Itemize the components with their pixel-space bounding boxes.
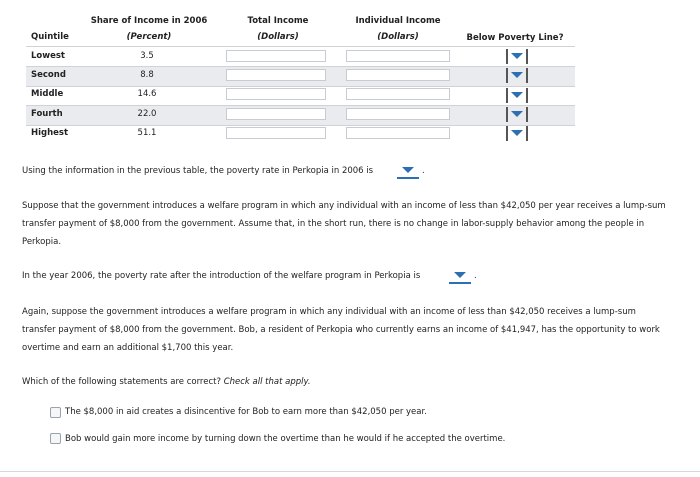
option-checkbox-turn-down-overtime[interactable] — [50, 433, 61, 444]
header-poverty: Below Poverty Line? — [466, 33, 564, 43]
row-share: 51.1 — [137, 128, 157, 138]
header-total-income: Total Income (Dollars) — [247, 16, 309, 42]
header-share: Share of Income in 2006 (Percent) — [90, 16, 208, 42]
bottom-divider — [0, 471, 700, 472]
welfare-program-paragraph: Suppose that the government introduces a welfare program in which any individual with an income of less than $42,050 per year receives a lump-sum transfer payment of $8,000 from the government. Assume that, in the short run, there is no change in labor-supply behavior among the people in Perkopia. — [22, 201, 666, 247]
caret-down-icon — [454, 271, 466, 279]
row-quintile: Second — [31, 70, 66, 80]
individual-income-input[interactable] — [346, 127, 450, 139]
caret-down-icon — [511, 129, 523, 137]
poverty-rate-2006-dropdown[interactable] — [397, 165, 419, 179]
caret-down-icon — [511, 71, 523, 79]
poverty-dropdown[interactable] — [506, 68, 528, 83]
header-quintile: Quintile — [31, 32, 69, 42]
caret-down-icon — [402, 166, 414, 174]
row-quintile: Fourth — [31, 109, 63, 119]
poverty-rate-after-dropdown[interactable] — [449, 270, 471, 284]
total-income-input[interactable] — [226, 88, 326, 100]
individual-income-input[interactable] — [346, 88, 450, 100]
caret-down-icon — [511, 110, 523, 118]
poverty-dropdown[interactable] — [506, 49, 528, 64]
caret-down-icon — [511, 91, 523, 99]
row-share: 14.6 — [137, 89, 157, 99]
individual-income-input[interactable] — [346, 50, 450, 62]
check-all-prompt: Which of the following statements are correct? Check all that apply. — [22, 377, 311, 387]
question-poverty-rate-after-program: In the year 2006, the poverty rate after the introduction of the welfare program in Perkopia is — [22, 271, 421, 281]
option-label[interactable]: The $8,000 in aid creates a disincentive for Bob to earn more than $42,050 per year. — [65, 407, 427, 417]
total-income-input[interactable] — [226, 50, 326, 62]
row-share: 3.5 — [140, 51, 154, 61]
row-quintile: Middle — [31, 89, 64, 99]
option-checkbox-disincentive[interactable] — [50, 407, 61, 418]
caret-down-icon — [511, 52, 523, 60]
period: . — [422, 166, 425, 176]
header-individual-income: Individual Income (Dollars) — [355, 16, 441, 42]
poverty-dropdown[interactable] — [506, 88, 528, 103]
period: . — [474, 271, 477, 281]
row-quintile: Highest — [31, 128, 69, 138]
individual-income-input[interactable] — [346, 108, 450, 120]
total-income-input[interactable] — [226, 127, 326, 139]
individual-income-input[interactable] — [346, 69, 450, 81]
poverty-dropdown[interactable] — [506, 126, 528, 141]
row-share: 8.8 — [140, 70, 154, 80]
total-income-input[interactable] — [226, 69, 326, 81]
poverty-dropdown[interactable] — [506, 107, 528, 122]
total-income-input[interactable] — [226, 108, 326, 120]
option-label[interactable]: Bob would gain more income by turning down the overtime than he would if he accepted the overtime. — [65, 434, 506, 444]
row-share: 22.0 — [137, 109, 157, 119]
question-poverty-rate-2006: Using the information in the previous table, the poverty rate in Perkopia in 2006 is — [22, 166, 374, 176]
row-quintile: Lowest — [31, 51, 65, 61]
bob-scenario-paragraph: Again, suppose the government introduces a welfare program in which any individual with an income of less than $42,050 receives a lump-sum transfer payment of $8,000 from the government. Bob, a resident of Perkopia who currently earns an income of $41,947, has the opportunity to work overtime and earn an additional $1,700 this year. — [22, 307, 660, 353]
